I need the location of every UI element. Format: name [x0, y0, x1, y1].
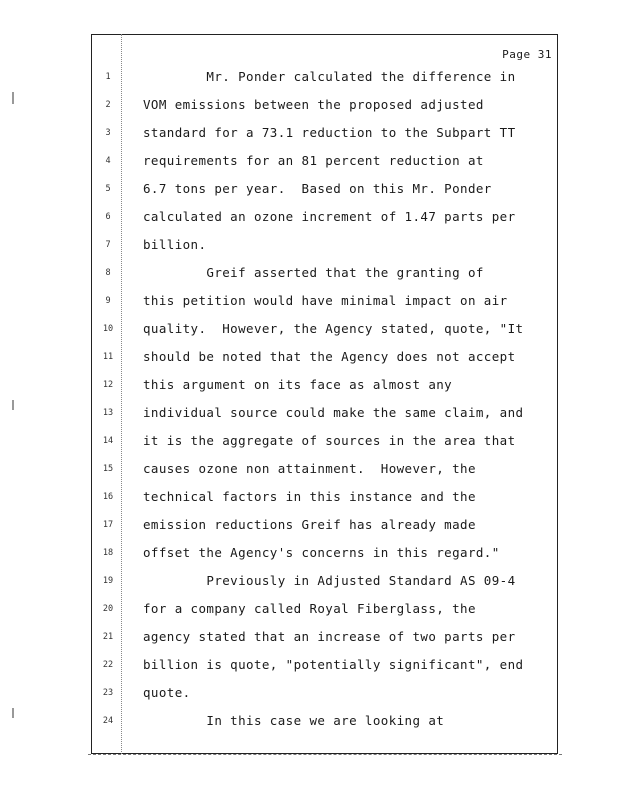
page-bottom-edge [88, 750, 562, 755]
line-text: Greif asserted that the granting of [143, 265, 484, 280]
transcript-line [0, 125, 618, 153]
line-text: emission reductions Greif has already made [143, 517, 476, 532]
line-number: 23 [102, 688, 114, 698]
transcript-line [0, 713, 618, 741]
transcript-line [0, 685, 618, 713]
transcript-line [0, 573, 618, 601]
line-text: Mr. Ponder calculated the difference in [143, 69, 516, 84]
line-number: 8 [105, 268, 111, 278]
transcript-line [0, 629, 618, 657]
transcript-line [0, 69, 618, 97]
line-text: agency stated that an increase of two parts per [143, 629, 516, 644]
line-number: 7 [105, 240, 111, 250]
line-text: this argument on its face as almost any [143, 377, 453, 392]
line-number: 5 [105, 184, 111, 194]
line-number: 13 [102, 408, 114, 418]
line-number: 16 [102, 492, 114, 502]
transcript-line [0, 349, 618, 377]
line-text: requirements for an 81 percent reduction at [143, 153, 484, 168]
line-number: 19 [102, 576, 114, 586]
line-number: 12 [102, 380, 114, 390]
line-text: individual source could make the same claim, and [143, 405, 524, 420]
transcript-line [0, 657, 618, 685]
line-text: Previously in Adjusted Standard AS 09-4 [143, 573, 516, 588]
page-number: Page 31 [502, 48, 552, 61]
line-number: 22 [102, 660, 114, 670]
line-text: quote. [143, 685, 191, 700]
transcript-line [0, 265, 618, 293]
transcript-line [0, 237, 618, 265]
line-text: causes ozone non attainment. However, the [143, 461, 476, 476]
transcript-line [0, 545, 618, 573]
transcript-line [0, 489, 618, 517]
line-text: billion. [143, 237, 207, 252]
transcript-line [0, 293, 618, 321]
line-number: 3 [105, 128, 111, 138]
line-number: 9 [105, 296, 111, 306]
line-number: 4 [105, 156, 111, 166]
line-number: 20 [102, 604, 114, 614]
line-text: calculated an ozone increment of 1.47 parts per [143, 209, 516, 224]
line-number: 18 [102, 548, 114, 558]
transcript-line [0, 181, 618, 209]
transcript-line [0, 209, 618, 237]
line-number: 15 [102, 464, 114, 474]
transcript-line [0, 461, 618, 489]
line-text: standard for a 73.1 reduction to the Subpart TT [143, 125, 516, 140]
line-text: billion is quote, "potentially significant", end [143, 657, 524, 672]
line-number: 11 [102, 352, 114, 362]
line-text: for a company called Royal Fiberglass, the [143, 601, 476, 616]
line-text: offset the Agency's concerns in this regard." [143, 545, 500, 560]
line-text: In this case we are looking at [143, 713, 445, 728]
line-text: should be noted that the Agency does not accept [143, 349, 516, 364]
transcript-line [0, 433, 618, 461]
transcript-line [0, 601, 618, 629]
line-text: 6.7 tons per year. Based on this Mr. Ponder [143, 181, 492, 196]
line-text: it is the aggregate of sources in the area that [143, 433, 516, 448]
line-text: technical factors in this instance and the [143, 489, 476, 504]
line-number: 1 [105, 72, 111, 82]
line-number: 10 [102, 324, 114, 334]
line-text: this petition would have minimal impact on air [143, 293, 508, 308]
transcript-line [0, 97, 618, 125]
line-number: 6 [105, 212, 111, 222]
line-number: 2 [105, 100, 111, 110]
transcript-line [0, 321, 618, 349]
line-number: 21 [102, 632, 114, 642]
transcript-line [0, 153, 618, 181]
line-text: quality. However, the Agency stated, quote, "It [143, 321, 524, 336]
transcript-line [0, 517, 618, 545]
line-number: 14 [102, 436, 114, 446]
transcript-line [0, 405, 618, 433]
line-text: VOM emissions between the proposed adjusted [143, 97, 484, 112]
line-number: 24 [102, 716, 114, 726]
transcript-line [0, 377, 618, 405]
line-number: 17 [102, 520, 114, 530]
